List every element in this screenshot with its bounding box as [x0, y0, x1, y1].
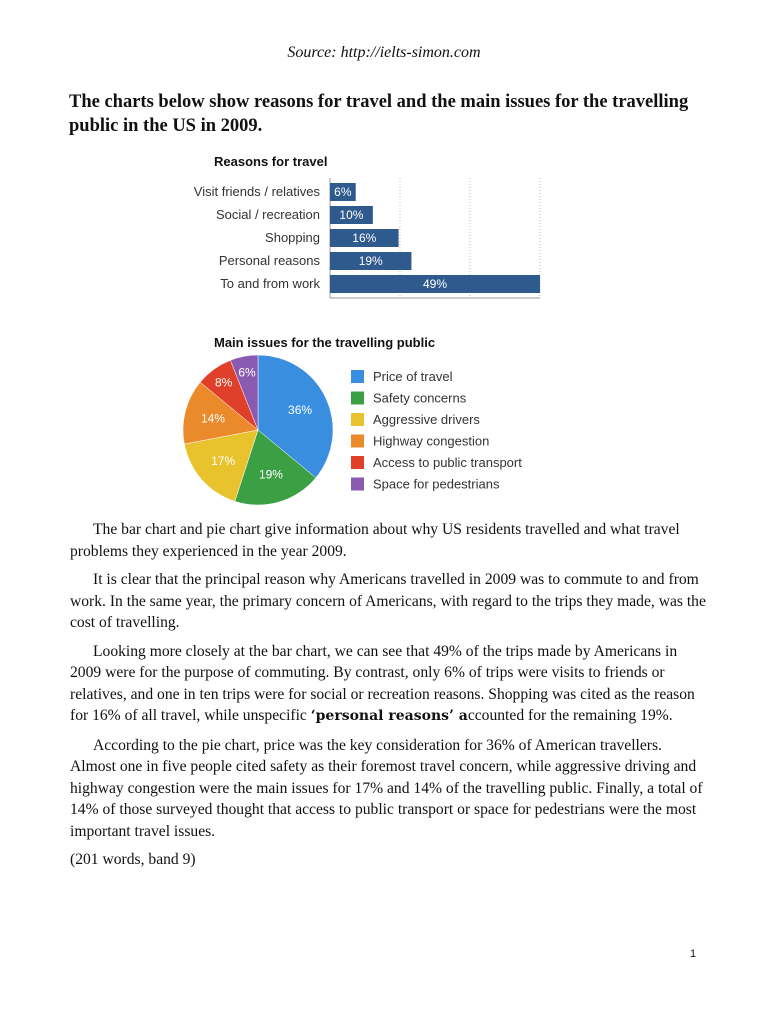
- slice-label: 8%: [214, 375, 233, 390]
- paragraph-pie-details: According to the pie chart, price was the key consideration for 36% of American travellers. Almost one in five people cited safety as their foremost travel concern, while aggressive driving and highway congestion were the main issues for 17% and 14% of the travelling public. Finally, a total of 14% of those surveyed thought that access to public transport or space for pedestrians were the most important travel issues.: [70, 736, 703, 840]
- legend-label: Space for pedestrians: [373, 476, 500, 492]
- legend-swatch: [351, 435, 364, 448]
- slice-label: 6%: [238, 365, 256, 380]
- category-label: Social / recreation: [215, 207, 320, 222]
- slice-label: 36%: [288, 403, 313, 418]
- slice-label: 14%: [200, 411, 225, 426]
- value-label: 10%: [339, 208, 364, 222]
- category-label: To and from work: [220, 276, 320, 291]
- value-label: 16%: [352, 231, 377, 245]
- word-count: (201 words, band 9): [70, 851, 196, 868]
- legend-label: Aggressive drivers: [373, 412, 480, 427]
- category-label: Shopping: [265, 230, 320, 245]
- bar-chart-title: Reasons for travel: [214, 154, 328, 169]
- pie-chart-title: Main issues for the travelling public: [214, 335, 436, 350]
- legend-swatch: [351, 456, 364, 469]
- value-label: 49%: [422, 277, 448, 291]
- essay-body: [70, 519, 710, 878]
- category-label: Personal reasons: [218, 253, 320, 268]
- page-title: The charts below show reasons for travel and the main issues for the travelling public in the US in 2009.: [69, 92, 689, 136]
- source-line: Source: http://ielts-simon.com: [287, 44, 481, 61]
- value-label: 6%: [334, 185, 352, 199]
- pie-chart: [170, 330, 560, 510]
- paragraph-bar-details: [70, 641, 710, 728]
- bar-chart: [170, 150, 560, 310]
- paragraph-text: ccounted for the remaining 19%.: [467, 707, 673, 724]
- slice-label: 17%: [211, 453, 236, 468]
- legend-swatch: [351, 478, 364, 491]
- category-label: Visit friends / relatives: [193, 184, 320, 199]
- legend-label: Highway congestion: [373, 433, 490, 449]
- legend-label: Access to public transport: [373, 455, 522, 470]
- paragraph-overview: It is clear that the principal reason why Americans travelled in 2009 was to commute to and from work. In the same year, the primary concern of Americans, with regard to the trips they made, was the cost of travelling.: [70, 571, 706, 631]
- page-number: 1: [690, 948, 697, 960]
- slice-label: 19%: [258, 467, 283, 482]
- legend-label: Price of travel: [373, 369, 453, 384]
- legend-swatch: [351, 413, 364, 426]
- legend-swatch: [351, 370, 364, 383]
- paragraph-text: Looking more closely at the bar chart, we can see that 49% of the trips made by Americans in 2009 were for the purpose of commuting. By contrast, only 6% of trips were visits to friends or relatives, and one in ten trips were for social or recreation reasons. Shopping was cited as the reason for 16% of all travel, while unspecific: [70, 642, 695, 724]
- emphasis-text: ‘personal reasons’ a: [310, 708, 468, 724]
- value-label: 19%: [358, 254, 383, 268]
- legend-swatch: [351, 392, 364, 405]
- paragraph-intro: The bar chart and pie chart give information about why US residents travelled and what travel problems they experienced in the year 2009.: [70, 521, 680, 560]
- legend-label: Safety concerns: [373, 390, 467, 406]
